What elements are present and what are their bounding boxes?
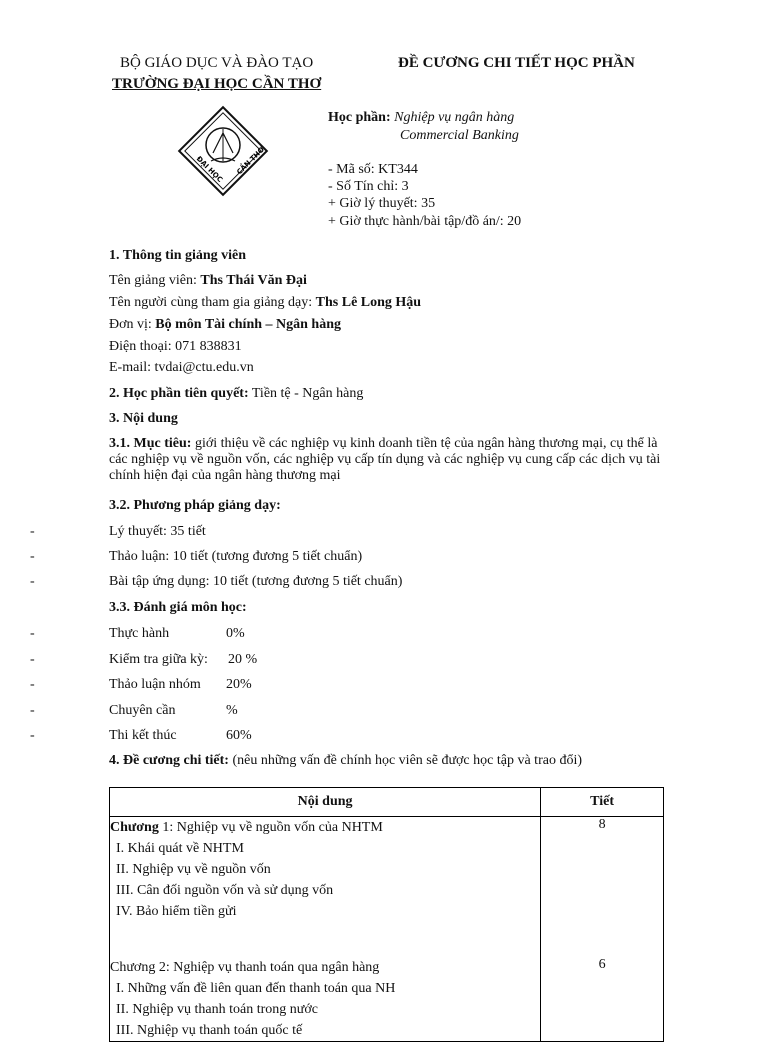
chapter-item: II. Nghiệp vụ thanh toán trong nước <box>116 1002 319 1017</box>
method-item: Bài tập ứng dụng: 10 tiết (tương đương 5 tiết chuẩn) <box>109 574 403 589</box>
list-bullet: - <box>30 524 35 539</box>
header-hours: Tiết <box>541 788 664 817</box>
unit-label: Đơn vị: <box>109 317 152 332</box>
chapter-hours: 6 <box>541 957 664 1042</box>
logo-text-left: ĐẠI HỌC <box>194 154 224 184</box>
section-2-heading: 2. Học phần tiên quyết: <box>109 386 249 401</box>
evaluation-label: Kiểm tra giữa kỳ: <box>109 652 208 667</box>
lecturer-name: Ths Thái Văn Đại <box>200 273 307 288</box>
course-code: - Mã số: KT344 <box>328 162 418 177</box>
list-bullet: - <box>30 677 35 692</box>
list-bullet: - <box>30 626 35 641</box>
method-heading: 3.2. Phương pháp giảng dạy: <box>109 498 281 513</box>
objective-heading: 3.1. Mục tiêu: <box>109 436 192 451</box>
chapter-word: Chương <box>110 820 159 835</box>
list-bullet: - <box>30 703 35 718</box>
section-1-heading: 1. Thông tin giảng viên <box>109 248 247 263</box>
co-lecturer-line <box>109 295 421 311</box>
evaluation-label: Thực hành <box>109 626 170 641</box>
section-3-heading: 3. Nội dung <box>109 411 178 426</box>
prerequisite-line <box>109 386 363 402</box>
evaluation-heading: 3.3. Đánh giá môn học: <box>109 600 247 615</box>
method-item: Lý thuyết: 35 tiết <box>109 524 206 539</box>
chapter-item: IV. Bảo hiểm tiền gửi <box>116 904 237 919</box>
evaluation-value: 0% <box>226 626 245 641</box>
detail-outline-line <box>109 753 582 769</box>
evaluation-value: 20% <box>226 677 252 692</box>
unit-name: Bộ môn Tài chính – Ngân hàng <box>155 317 341 332</box>
university-logo-icon <box>175 103 271 199</box>
table-header-row <box>110 788 664 817</box>
chapter-item: II. Nghiệp vụ về nguồn vốn <box>116 862 271 877</box>
chapter-hours: 8 <box>541 817 664 958</box>
chapter-title-text: 1: Nghiệp vụ về nguồn vốn của NHTM <box>158 820 383 835</box>
document-title: ĐỀ CƯƠNG CHI TIẾT HỌC PHẦN <box>398 55 635 71</box>
lecturer-line <box>109 273 307 289</box>
course-outline-table <box>109 787 664 1042</box>
chapter-title <box>110 957 540 978</box>
section-4-note: (nêu những vấn đề chính học viên sẽ được học tập và trao đổi) <box>232 753 582 768</box>
phone-line: Điện thoại: 071 838831 <box>109 339 242 354</box>
table-row <box>110 957 664 1042</box>
chapter-title <box>110 817 540 838</box>
header-content: Nội dung <box>110 788 541 817</box>
course-label: Học phần: <box>328 110 391 125</box>
method-item: Thảo luận: 10 tiết (tương đương 5 tiết chuẩn) <box>109 549 363 564</box>
unit-line <box>109 317 341 333</box>
email-line: E-mail: tvdai@ctu.edu.vn <box>109 360 254 375</box>
logo-text-right: CẦN THƠ <box>235 145 267 177</box>
evaluation-value: 20 % <box>228 652 258 667</box>
university-name: TRƯỜNG ĐẠI HỌC CẦN THƠ <box>112 76 322 92</box>
university-logo <box>175 103 271 199</box>
prerequisite-value: Tiền tệ - Ngân hàng <box>251 386 364 401</box>
course-name-line <box>328 110 514 126</box>
objective-paragraph <box>109 436 669 484</box>
evaluation-label: Chuyên cần <box>109 703 176 718</box>
evaluation-value: % <box>226 703 238 718</box>
evaluation-label: Thảo luận nhóm <box>109 677 201 692</box>
course-credits: - Số Tín chỉ: 3 <box>328 179 409 194</box>
chapter-cell <box>110 817 541 958</box>
objective-text: giới thiệu về các nghiệp vụ kinh doanh tiền tệ của ngân hàng thương mại, cụ thể là các nghiệp vụ về nguồn vốn, các nghiệp vụ cấp tín dụng và các nghiệp vụ cung cấp các dịch vụ tài chính hiện đại của ngân hàng thương mại <box>109 436 661 483</box>
table-row <box>110 817 664 958</box>
chapter-cell <box>110 957 541 1042</box>
evaluation-value: 60% <box>226 728 252 743</box>
chapter-item: I. Khái quát về NHTM <box>116 841 244 856</box>
list-bullet: - <box>30 549 35 564</box>
list-bullet: - <box>30 652 35 667</box>
chapter-item: I. Những vấn đề liên quan đến thanh toán qua NH <box>116 981 396 996</box>
evaluation-label: Thi kết thúc <box>109 728 177 743</box>
ministry-name: BỘ GIÁO DỤC VÀ ĐÀO TẠO <box>120 55 314 71</box>
course-name-en: Commercial Banking <box>400 128 519 143</box>
chapter-title-text: Chương 2: Nghiệp vụ thanh toán qua ngân hàng <box>110 960 380 975</box>
section-4-heading: 4. Đề cương chi tiết: <box>109 753 229 768</box>
chapter-item: III. Nghiệp vụ thanh toán quốc tế <box>116 1023 303 1038</box>
chapter-item: III. Cân đối nguồn vốn và sử dụng vốn <box>116 883 334 898</box>
list-bullet: - <box>30 728 35 743</box>
theory-hours: + Giờ lý thuyết: 35 <box>328 196 436 211</box>
co-lecturer-name: Ths Lê Long Hậu <box>315 295 422 310</box>
list-bullet: - <box>30 574 35 589</box>
course-name-vi: Nghiệp vụ ngân hàng <box>394 110 515 125</box>
practice-hours: + Giờ thực hành/bài tập/đồ án/: 20 <box>328 214 522 229</box>
co-lecturer-label: Tên người cùng tham gia giảng dạy: <box>109 295 313 310</box>
lecturer-label: Tên giảng viên: <box>109 273 197 288</box>
